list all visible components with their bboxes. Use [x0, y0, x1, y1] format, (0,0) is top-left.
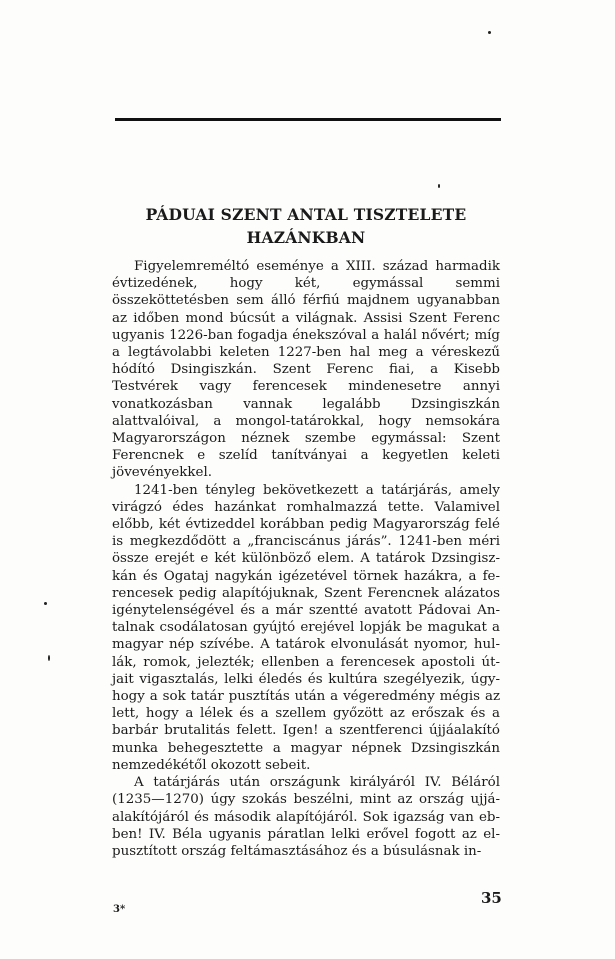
paragraph: 1241-ben tényleg bekövetkezett a tatárjárás, amely virágzó édes hazánkat romhalmazzá tette. Valamivel előbb, két évtizeddel korábban pedig Magyarország felé is megkezdődött a „franciscánus járás”. 1241-ben méri össze erejét e két különböző elem. A tatárok Dzsingiszkán és Ogataj nagykán igézetével törnek hazákra, a ferencesek pedig alapítójuknak, Szent Ferencnek alázatos igénytelenségével és a már szentté avatott Pádovai Antalnak csodálatosan gyújtó erejével lopják be magukat a magyar nép szívébe. A tatárok elvonulását nyomor, hullák, romok, jelezték; ellenben a ferencesek apostoli útjait vigasztalás, lelki éledés és kultúra szegélyezik, úgyhogy a sok tatár pusztítás után a végeredmény mégis az lett, hogy a lélek és a szellem győzött az erőszak és a barbár brutalitás felett. Igen! a szentferenci újjáalakító munka behegesztette a magyar népnek Dzsingiszkán nemzedékétől okozott sebeit.: [112, 482, 500, 773]
margin-speck: [48, 655, 50, 661]
paragraph: Figyelemreméltó eseménye a XIII. század harmadik évtizedének, hogy két, egymással semmi összeköttetésben sem álló férfiú majdnem ugyanabban az időben mond búcsút a világnak. Assisi Szent Ferenc ugyanis 1226-ban fogadja énekszóval a halál nővért; míg a legtávolabbi keleten 1227-ben hal meg a véreskezű hódító Dsingiszkán. Szent Ferenc fiai, a Kisebb Testvérek vagy ferencesek mindenesetre annyi vonatkozásban vannak legalább Dzsingiszkán alattvalóival, a mongol-tatárokkal, hogy nemsokára Magyarországon néznek szembe egymással: Szent Ferencnek e szelíd tanítványai a kegyetlen keleti jövevényekkel.: [112, 259, 500, 481]
signature-mark: 3*: [113, 904, 126, 915]
chapter-title: PÁDUAI SZENT ANTAL TISZTELETE HAZÁNKBAN: [145, 205, 467, 247]
margin-speck: [438, 184, 440, 188]
margin-speck: [44, 602, 47, 605]
paragraph: A tatárjárás után országunk királyáról IV. Béláról (1235—1270) úgy szokás beszélni, mint az ország ujjáalakítójáról és második alapítójáról. Sok igazság van ebben! IV. Béla ugyanis páratlan lelki erővel fogott az elpusztított ország feltámasztásához és a búsulásnak in-: [112, 775, 500, 859]
body-text: [112, 258, 500, 860]
page-number: 35: [481, 889, 502, 907]
header-rule: [115, 118, 501, 121]
margin-speck: [488, 31, 491, 34]
